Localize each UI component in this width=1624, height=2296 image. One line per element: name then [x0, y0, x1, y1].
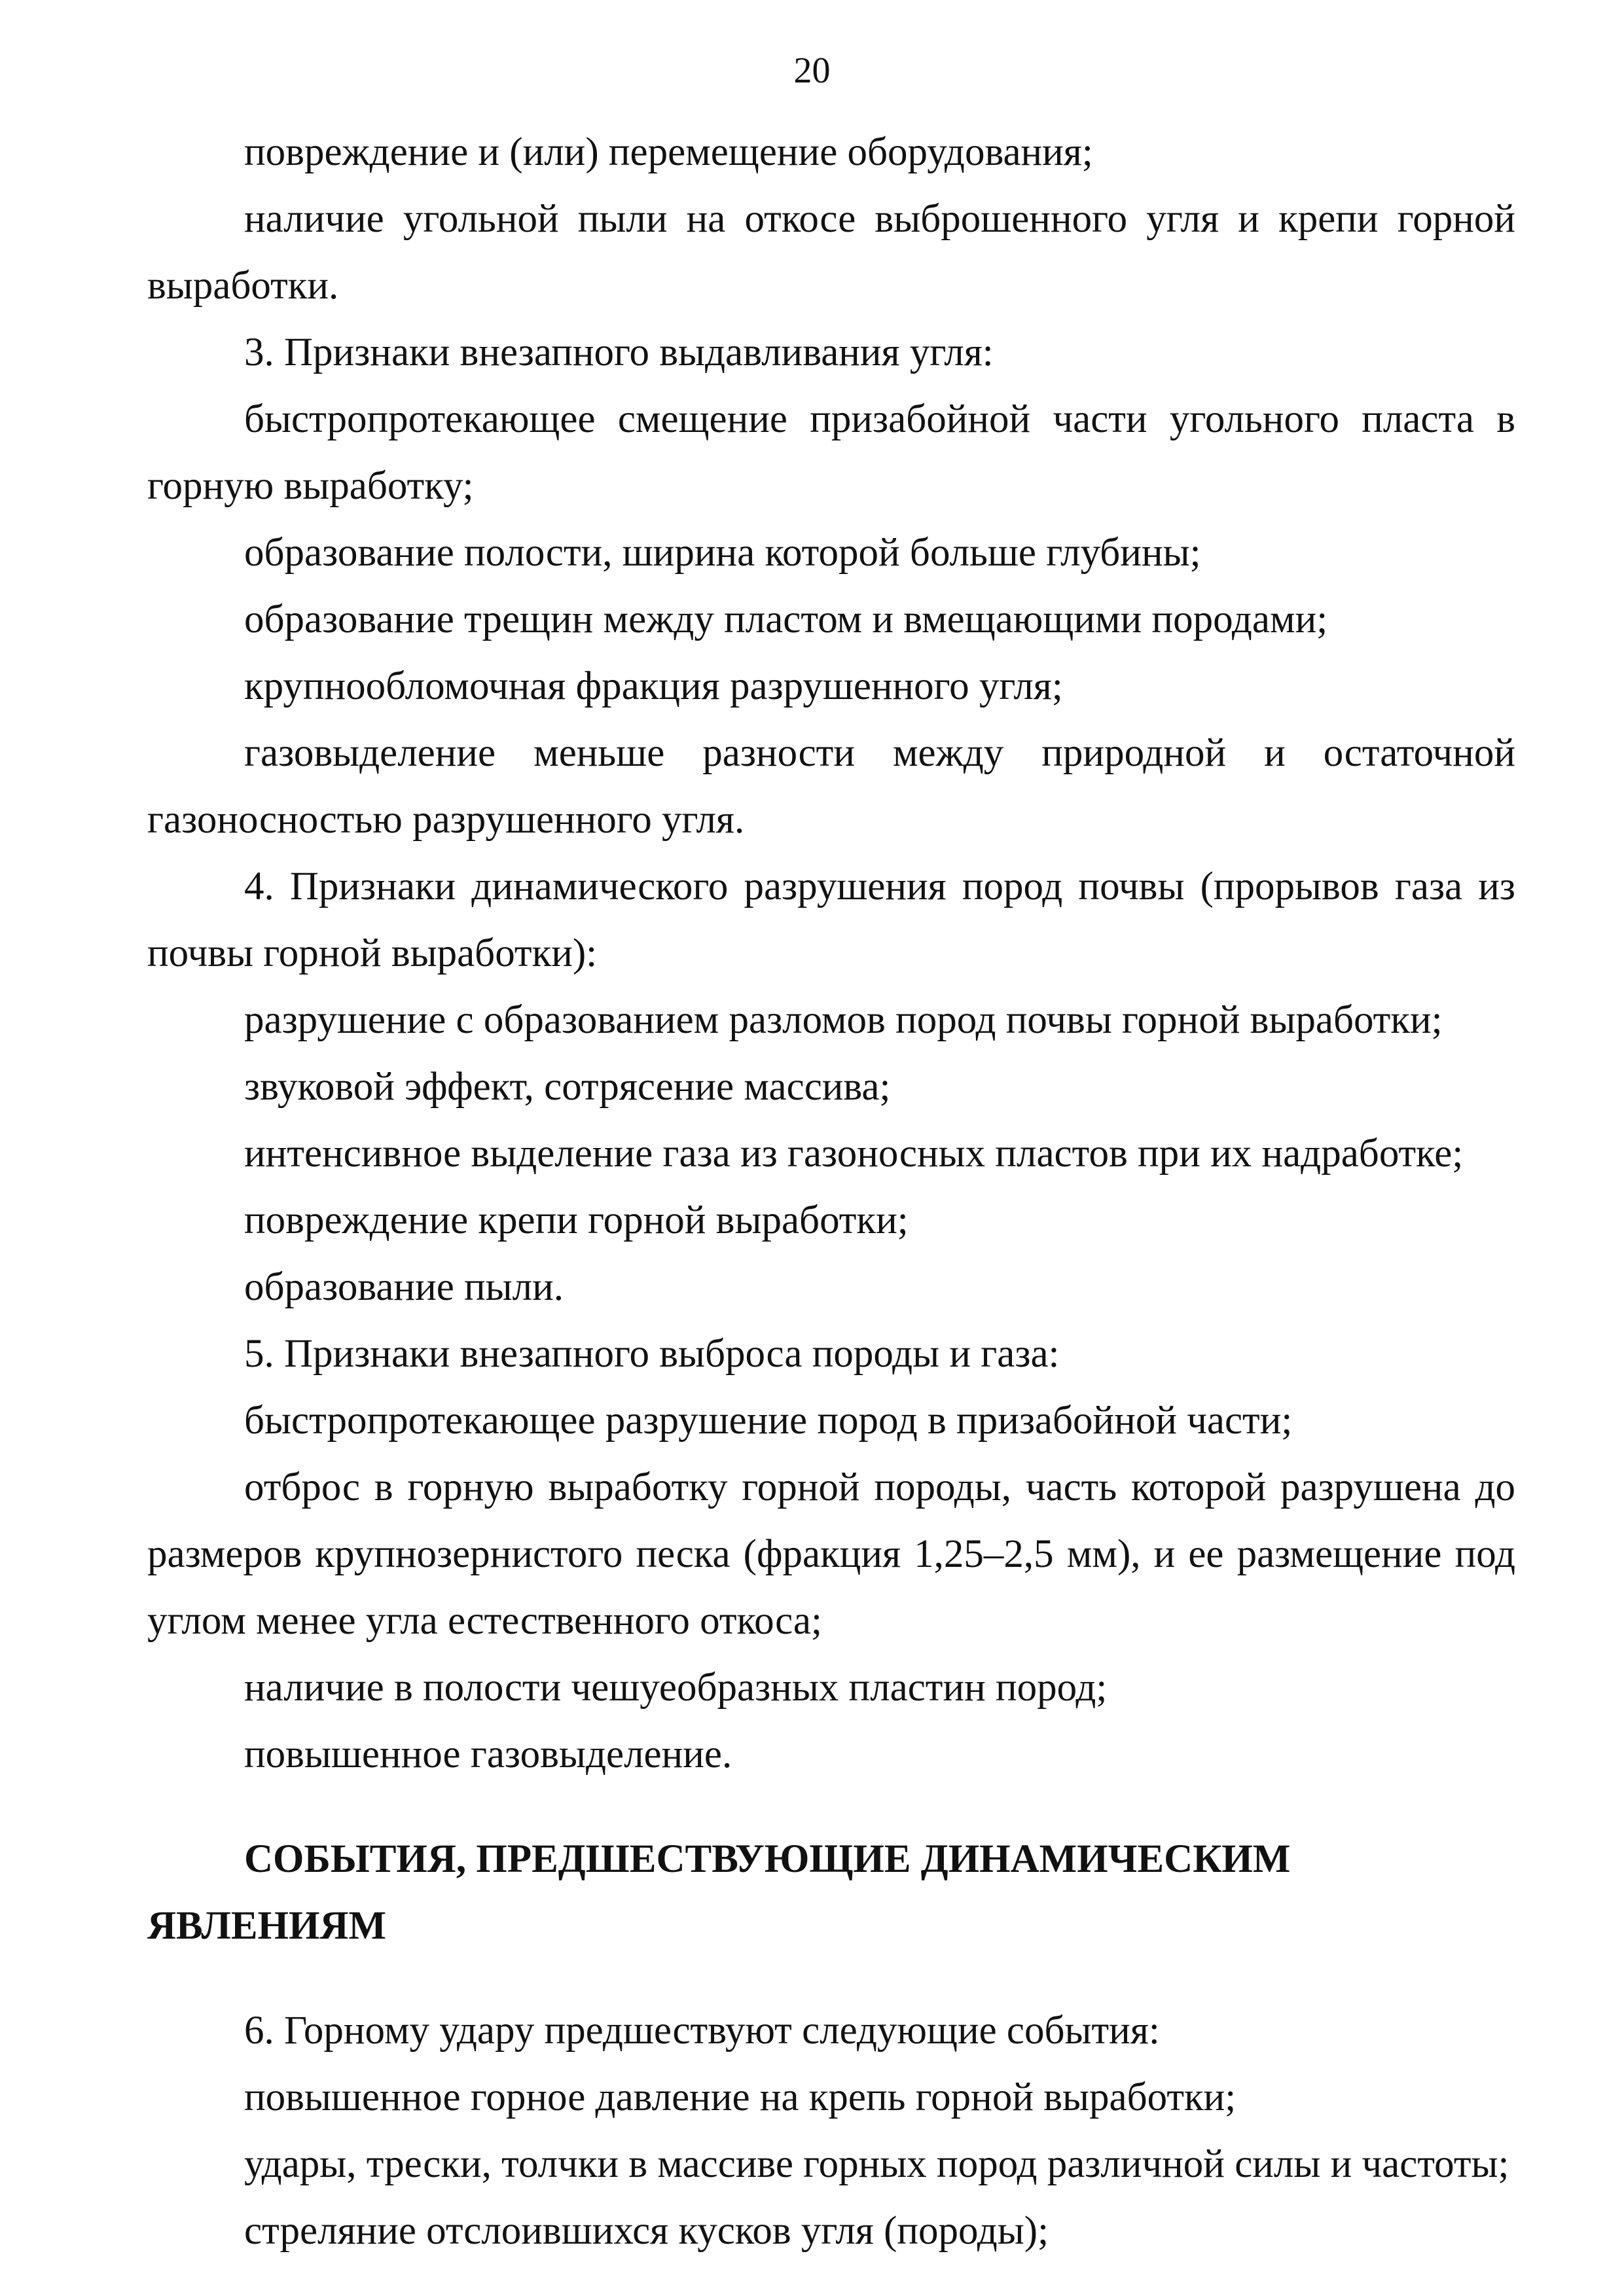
list-item: повышенное газовыделение.	[244, 1732, 732, 1776]
list-item: повышенное горное давление на крепь горной выработки;	[244, 2075, 1236, 2119]
list-item: быстропротекающее смещение призабойной части угольного пласта в горную выработку;	[147, 397, 1515, 508]
list-item: образование трещин между пластом и вмещающими породами;	[244, 598, 1328, 641]
list-item: удары, трески, толчки в массиве горных пород различной силы и частоты;	[244, 2142, 1509, 2186]
list-item: быстропротекающее разрушение пород в призабойной части;	[244, 1399, 1293, 1443]
list-item: звуковой эффект, сотрясение массива;	[244, 1065, 891, 1109]
section-item-heading: 3. Признаки внезапного выдавливания угля:	[244, 331, 994, 374]
list-item: интенсивное выделение газа из газоносных пластов при их надработке;	[244, 1132, 1464, 1175]
section-item-heading: 4. Признаки динамического разрушения пород почвы (прорывов газа из почвы горной выработки):	[147, 865, 1515, 975]
list-item: стреляние отслоившихся кусков угля (породы);	[244, 2209, 1049, 2253]
list-item: образование пыли.	[244, 1265, 564, 1309]
list-item: образование полости, ширина которой больше глубины;	[244, 531, 1201, 575]
list-item: разрушение с образованием разломов пород почвы горной выработки;	[244, 998, 1443, 1042]
list-item: отброс в горную выработку горной породы, часть которой разрушена до размеров крупнозернистого песка (фракция 1,25–2,5 мм), и ее размещение под углом менее угла естественного откоса;	[147, 1465, 1515, 1643]
list-item: крупнообломочная фракция разрушенного угля;	[244, 664, 1063, 708]
list-item: газовыделение меньше разности между природной и остаточной газоносностью разрушенного угля.	[147, 731, 1515, 842]
section-item-heading: 5. Признаки внезапного выброса породы и газа:	[244, 1332, 1060, 1376]
document-body	[147, 119, 1515, 2265]
list-item: повреждение крепи горной выработки;	[244, 1198, 909, 1242]
list-item: наличие в полости чешуеобразных пластин пород;	[244, 1666, 1108, 1710]
list-item: наличие угольной пыли на откосе выброшенного угля и крепи горной выработки.	[147, 197, 1515, 308]
section-item-heading: 6. Горному удару предшествуют следующие события:	[244, 2009, 1160, 2053]
page-number: 20	[793, 50, 831, 91]
section-heading: СОБЫТИЯ, ПРЕДШЕСТВУЮЩИЕ ДИНАМИЧЕСКИМ ЯВЛЕНИЯМ	[147, 1837, 1291, 1948]
list-item: повреждение и (или) перемещение оборудования;	[244, 130, 1093, 174]
